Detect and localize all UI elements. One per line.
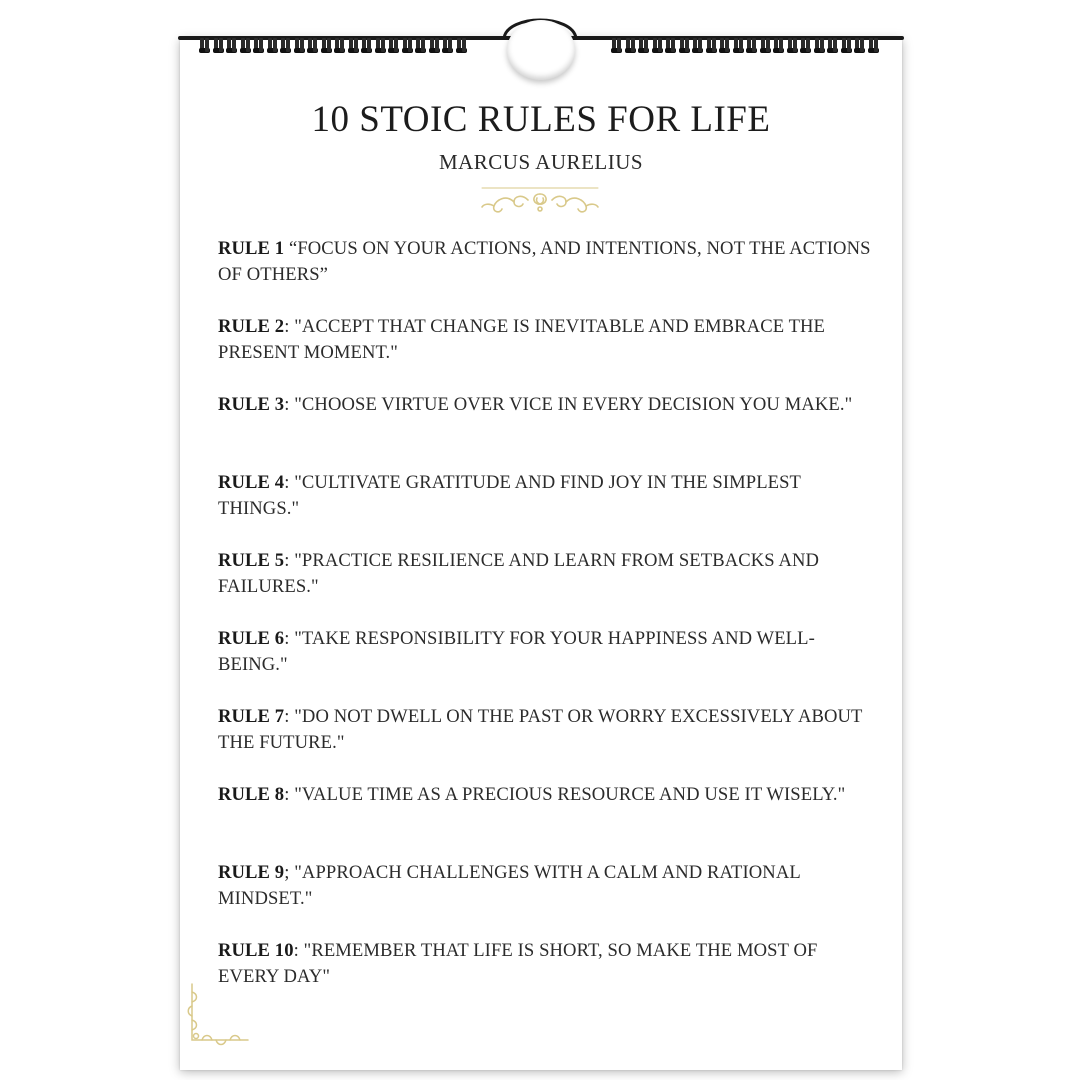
spiral-coil-icon — [853, 38, 867, 54]
rule-label: RULE 1 — [218, 238, 285, 259]
spiral-coil-icon — [799, 38, 813, 54]
rule-item — [218, 704, 878, 782]
rule-text: : "PRACTICE RESILIENCE AND LEARN FROM SETBACKS AND FAILURES." — [218, 550, 820, 597]
rule-label: RULE 2 — [218, 316, 285, 337]
spiral-coil-icon — [252, 38, 266, 54]
spiral-coil-icon — [840, 38, 854, 54]
rule-item — [218, 548, 878, 626]
rule-text: : "TAKE RESPONSIBILITY FOR YOUR HAPPINESS AND WELL-BEING." — [218, 628, 815, 675]
rule-label: RULE 5 — [218, 550, 285, 571]
rules-list — [218, 236, 878, 1016]
spiral-coil-icon — [745, 38, 759, 54]
spiral-coil-icon — [705, 38, 719, 54]
spiral-coil-icon — [320, 38, 334, 54]
rule-label: RULE 10 — [218, 940, 294, 961]
rule-item — [218, 470, 878, 548]
rule-label: RULE 7 — [218, 706, 285, 727]
spiral-coil-icon — [718, 38, 732, 54]
rule-label: RULE 9 — [218, 862, 285, 883]
spiral-coil-icon — [293, 38, 307, 54]
spiral-coil-icon — [198, 38, 212, 54]
spiral-coil-icon — [212, 38, 226, 54]
spiral-coil-icon — [306, 38, 320, 54]
spiral-coil-icon — [455, 38, 469, 54]
spiral-coil-icon — [664, 38, 678, 54]
spiral-coil-icon — [691, 38, 705, 54]
rule-item — [218, 626, 878, 704]
rule-item — [218, 236, 878, 314]
spiral-coil-icon — [428, 38, 442, 54]
rule-label: RULE 8 — [218, 784, 285, 805]
spiral-coil-icon — [360, 38, 374, 54]
spiral-coil-icon — [867, 38, 881, 54]
spiral-coil-icon — [333, 38, 347, 54]
rule-item — [218, 314, 878, 392]
spiral-coil-icon — [651, 38, 665, 54]
hanger-notch — [507, 20, 575, 80]
spiral-coil-icon — [637, 38, 651, 54]
spiral-coil-icon — [387, 38, 401, 54]
rule-text: : "ACCEPT THAT CHANGE IS INEVITABLE AND EMBRACE THE PRESENT MOMENT." — [218, 316, 826, 363]
spiral-coil-icon — [610, 38, 624, 54]
spiral-coil-icon — [759, 38, 773, 54]
rule-item — [218, 938, 878, 1016]
spiral-coil-icon — [786, 38, 800, 54]
spiral-coil-icon — [279, 38, 293, 54]
spiral-coil-icon — [441, 38, 455, 54]
rule-label: RULE 4 — [218, 472, 285, 493]
spiral-coil-icon — [772, 38, 786, 54]
rule-item — [218, 860, 878, 938]
rule-text: : "REMEMBER THAT LIFE IS SHORT, SO MAKE THE MOST OF EVERY DAY" — [218, 940, 818, 987]
spiral-coil-icon — [813, 38, 827, 54]
spiral-coil-icon — [374, 38, 388, 54]
rule-label: RULE 6 — [218, 628, 285, 649]
spiral-binding-left — [198, 38, 468, 54]
rule-text: ; "APPROACH CHALLENGES WITH A CALM AND RATIONAL MINDSET." — [218, 862, 801, 909]
rule-item — [218, 782, 878, 860]
spiral-coil-icon — [732, 38, 746, 54]
spiral-coil-icon — [624, 38, 638, 54]
rule-text: : "DO NOT DWELL ON THE PAST OR WORRY EXCESSIVELY ABOUT THE FUTURE." — [218, 706, 863, 753]
spiral-binding-right — [610, 38, 880, 54]
spiral-coil-icon — [678, 38, 692, 54]
flourish-divider-icon — [470, 180, 610, 216]
rule-text: “FOCUS ON YOUR ACTIONS, AND INTENTIONS, NOT THE ACTIONS OF OTHERS” — [218, 238, 871, 285]
spiral-coil-icon — [266, 38, 280, 54]
rule-text: : "CULTIVATE GRATITUDE AND FIND JOY IN THE SIMPLEST THINGS." — [218, 472, 801, 519]
spiral-coil-icon — [225, 38, 239, 54]
rule-item — [218, 392, 878, 470]
spiral-coil-icon — [414, 38, 428, 54]
spiral-coil-icon — [401, 38, 415, 54]
page-title: 10 STOIC RULES FOR LIFE — [311, 99, 771, 140]
spiral-coil-icon — [826, 38, 840, 54]
floral-corner-icon — [184, 980, 254, 1050]
rule-label: RULE 3 — [218, 394, 285, 415]
spiral-coil-icon — [239, 38, 253, 54]
rule-text: : "VALUE TIME AS A PRECIOUS RESOURCE AND USE IT WISELY." — [284, 784, 846, 805]
rule-text: : "CHOOSE VIRTUE OVER VICE IN EVERY DECISION YOU MAKE." — [284, 394, 853, 415]
spiral-coil-icon — [347, 38, 361, 54]
page-subtitle: MARCUS AURELIUS — [438, 150, 644, 174]
